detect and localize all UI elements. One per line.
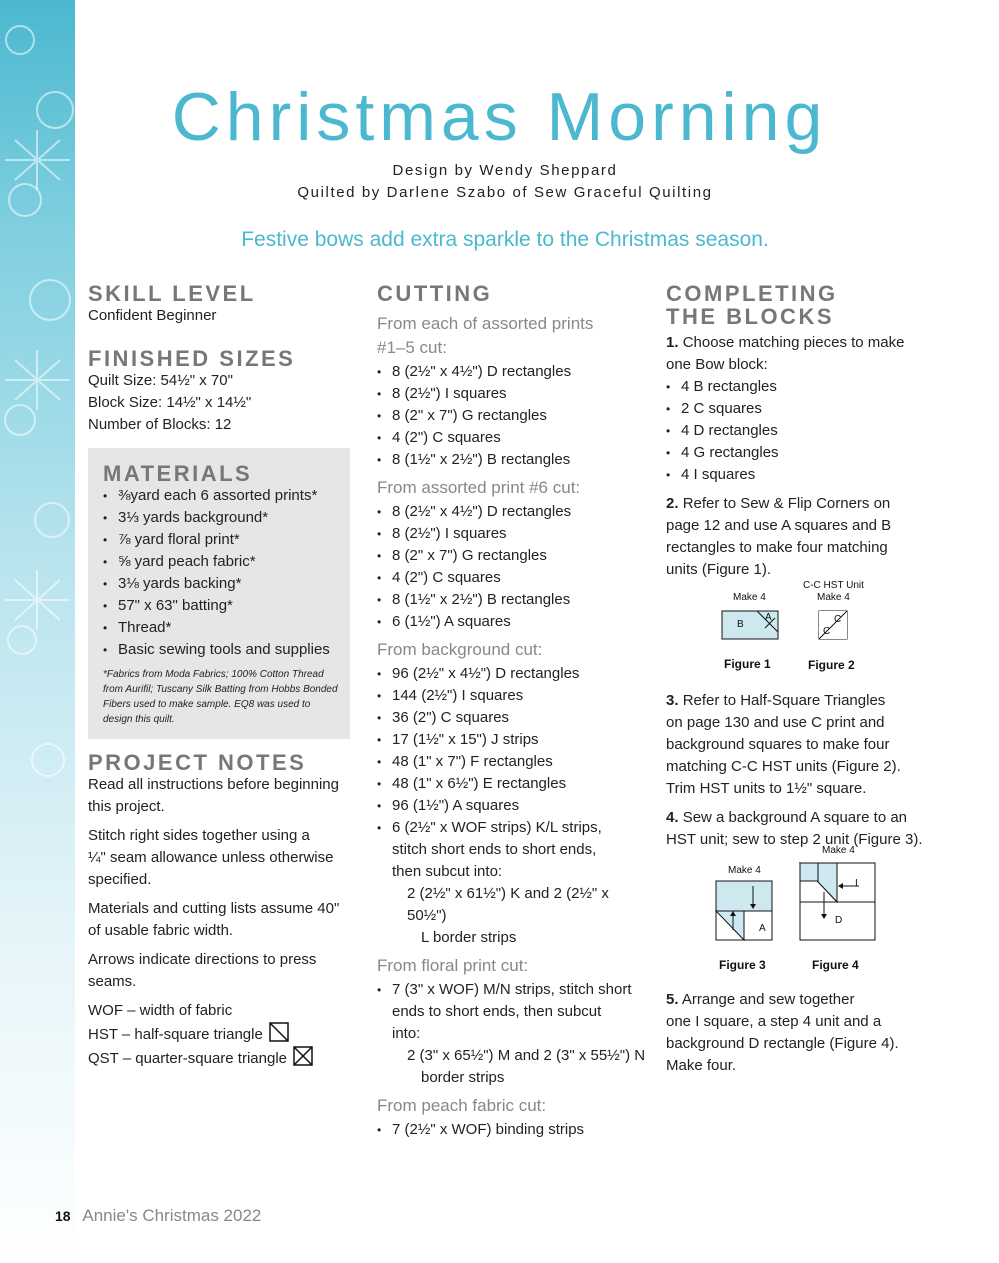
step-text: Arrange and sew together (681, 991, 855, 1008)
left-column (88, 282, 350, 1070)
list-item: • 8 (2" x 7") G rectangles (377, 545, 647, 567)
list-item: • 4 (2") C squares (377, 427, 647, 449)
step-number: 3. (666, 692, 679, 709)
tagline: Festive bows add extra sparkle to the Christmas season. (241, 228, 769, 251)
skill-level-value: Confident Beginner (88, 307, 217, 324)
list-item: • 36 (2") C squares (377, 707, 647, 729)
note-line: this project. (88, 798, 165, 815)
materials-box (88, 448, 350, 739)
materials-footnote: *Fabrics from Moda Fabrics; 100% Cotton Thread from Aurifil; Tuscany Silk Batting from Hobbs Bonded Fibers used to make sample. EQ8 was used to design this quilt. (103, 669, 338, 725)
step-2 (666, 493, 936, 515)
list-item: • ⅝ yard peach fabric* (103, 551, 338, 573)
figure-3-make-label: Make 4 (728, 865, 761, 876)
wof-definition: WOF – width of fabric (88, 1002, 233, 1019)
step-text: Choose matching pieces to make (682, 334, 905, 351)
page-footer (55, 1206, 261, 1226)
block-pieces-list (666, 376, 936, 486)
cutting-list-prints (377, 361, 647, 471)
page-number: 18 (55, 1208, 71, 1224)
list-item: • 57" x 63" batting* (103, 595, 338, 617)
figure-2-caption: Figure 2 (808, 658, 855, 672)
note-line: seams. (88, 973, 137, 990)
cutting-list-floral (377, 979, 647, 1001)
list-item: • 3⅓ yards background* (103, 507, 338, 529)
step-text: Refer to Half-Square Triangles (682, 692, 886, 709)
cutting-group-title-cont: #1–5 cut: (377, 338, 447, 357)
step-3 (666, 690, 936, 712)
step-text: page 12 and use A squares and B (666, 517, 892, 534)
list-item: • ⅞ yard floral print* (103, 529, 338, 551)
instructions-column (666, 282, 936, 1077)
step-text: on page 130 and use C print and (666, 714, 885, 731)
block-size: Block Size: 14½" x 14½" (88, 394, 252, 411)
cutting-heading: CUTTING (377, 281, 493, 306)
list-item: • 8 (2½") I squares (377, 383, 647, 405)
list-item: • 4 D rectangles (666, 420, 936, 442)
qst-definition: QST – quarter-square triangle (88, 1050, 287, 1067)
list-item: • ⅜yard each 6 assorted prints* (103, 485, 338, 507)
cutting-group-title: From floral print cut: (377, 956, 529, 975)
quilt-credit: Quilted by Darlene Szabo of Sew Graceful Quilting (297, 184, 713, 201)
list-item: • 144 (2½") I squares (377, 685, 647, 707)
cutting-column (377, 282, 647, 1141)
step-text: one Bow block: (666, 356, 768, 373)
step-5 (666, 989, 936, 1011)
subcut-line: border strips (421, 1069, 505, 1086)
figure-4-label-i: I (855, 878, 858, 889)
hst-definition: HST – half-square triangle (88, 1026, 263, 1043)
list-item: • 3⅛ yards backing* (103, 573, 338, 595)
step-text: Refer to Sew & Flip Corners on (682, 495, 891, 512)
step-number: 4. (666, 809, 679, 826)
list-item: • 2 C squares (666, 398, 936, 420)
step-text: Make four. (666, 1057, 737, 1074)
list-item: • 96 (1½") A squares (377, 795, 647, 817)
figure-3-diagram (715, 880, 775, 942)
list-item: • 4 B rectangles (666, 376, 936, 398)
completing-heading-cont: THE BLOCKS (666, 304, 834, 329)
page-title: Christmas Morning (171, 79, 828, 155)
step-text: HST unit; sew to step 2 unit (Figure 3). (666, 831, 923, 848)
cutting-group-title: From peach fabric cut: (377, 1096, 547, 1115)
figures-1-2-spacer (666, 581, 936, 690)
figure-2-label-c-bottom: C (823, 626, 831, 637)
list-item: • 8 (2½" x 4½") D rectangles (377, 361, 647, 383)
quilt-size: Quilt Size: 54½" x 70" (88, 372, 233, 389)
figure-4-caption: Figure 4 (812, 958, 859, 972)
list-item: • 8 (2½" x 4½") D rectangles (377, 501, 647, 523)
qst-definition-row (88, 1046, 350, 1070)
subcut-line: 2 (3" x 65½") M and 2 (3" x 55½") N (407, 1047, 646, 1064)
list-item: • 8 (2½") I squares (377, 523, 647, 545)
list-item: • Thread* (103, 617, 338, 639)
list-item: • 6 (1½") A squares (377, 611, 647, 633)
list-item: • 8 (1½" x 2½") B rectangles (377, 449, 647, 471)
qst-icon (293, 1046, 313, 1066)
hst-definition-row (88, 1022, 350, 1046)
magazine-title: Annie's Christmas 2022 (82, 1206, 262, 1225)
list-item-cont: into: (392, 1025, 421, 1042)
step-number: 1. (666, 334, 679, 351)
list-item: • 8 (1½" x 2½") B rectangles (377, 589, 647, 611)
step-text: matching C-C HST units (Figure 2). (666, 758, 901, 775)
list-item-cont: ends to short ends, then subcut (392, 1003, 602, 1020)
materials-heading: MATERIALS (103, 461, 253, 486)
step-1 (666, 332, 936, 354)
figure-2-title: C-C HST Unit (803, 580, 864, 591)
cutting-group-title: From background cut: (377, 640, 543, 659)
note-line: Read all instructions before beginning (88, 776, 339, 793)
hst-icon (269, 1022, 289, 1042)
figure-4-diagram (799, 862, 877, 942)
step-4 (666, 807, 936, 829)
figure-1-make-label: Make 4 (733, 592, 766, 603)
list-item: • Basic sewing tools and supplies (103, 639, 338, 661)
list-item: • 4 G rectangles (666, 442, 936, 464)
step-text: one I square, a step 4 unit and a (666, 1013, 882, 1030)
figure-3-label-a: A (759, 923, 766, 934)
note-line: ¼" seam allowance unless otherwise (88, 849, 334, 866)
step-text: units (Figure 1). (666, 561, 772, 578)
list-item: • 6 (2½" x WOF strips) K/L strips, (377, 817, 647, 839)
step-text: background D rectangle (Figure 4). (666, 1035, 899, 1052)
list-item-cont: then subcut into: (392, 863, 503, 880)
step-text: background squares to make four (666, 736, 890, 753)
note-line: of usable fabric width. (88, 922, 234, 939)
step-text: Trim HST units to 1½" square. (666, 780, 867, 797)
figure-1-label-a: A (765, 612, 772, 623)
note-line: Arrows indicate directions to press (88, 951, 317, 968)
project-notes-heading: PROJECT NOTES (88, 750, 307, 775)
list-item: • 48 (1" x 7") F rectangles (377, 751, 647, 773)
figure-4-make-label: Make 4 (822, 845, 855, 856)
step-number: 5. (666, 991, 679, 1008)
design-credit: Design by Wendy Sheppard (392, 162, 618, 179)
figure-1-label-b: B (737, 619, 744, 630)
list-item: • 4 I squares (666, 464, 936, 486)
subcut-line: L border strips (421, 929, 517, 946)
note-line: Stitch right sides together using a (88, 827, 310, 844)
step-number: 2. (666, 495, 679, 512)
subcut-line: 2 (2½" x 61½") K and 2 (2½" x 50½") (407, 885, 609, 924)
list-item: • 4 (2") C squares (377, 567, 647, 589)
cutting-list-background (377, 663, 647, 839)
cutting-group-title: From assorted print #6 cut: (377, 478, 581, 497)
figure-2-label-c-top: C (834, 614, 842, 625)
figure-3-caption: Figure 3 (719, 958, 766, 972)
cutting-list-peach (377, 1119, 647, 1141)
number-of-blocks: Number of Blocks: 12 (88, 416, 232, 433)
skill-level-heading: SKILL LEVEL (88, 281, 256, 306)
figure-1-caption: Figure 1 (724, 657, 771, 671)
step-text: Sew a background A square to an (682, 809, 908, 826)
step-text: rectangles to make four matching (666, 539, 888, 556)
list-item: • 7 (2½" x WOF) binding strips (377, 1119, 647, 1141)
list-item: • 96 (2½" x 4½") D rectangles (377, 663, 647, 685)
cutting-group-title: From each of assorted prints (377, 314, 594, 333)
figure-2-make-label: Make 4 (817, 592, 850, 603)
note-line: Materials and cutting lists assume 40" (88, 900, 340, 917)
list-item: • 48 (1" x 6½") E rectangles (377, 773, 647, 795)
figure-4-label-d: D (835, 915, 843, 926)
list-item: • 8 (2" x 7") G rectangles (377, 405, 647, 427)
list-item: • 17 (1½" x 15") J strips (377, 729, 647, 751)
finished-sizes-heading: FINISHED SIZES (88, 346, 296, 371)
note-line: specified. (88, 871, 152, 888)
list-item-cont: stitch short ends to short ends, (392, 841, 597, 858)
completing-heading: COMPLETING (666, 281, 838, 306)
materials-list (103, 485, 338, 661)
cutting-list-print6 (377, 501, 647, 633)
list-item: • 7 (3" x WOF) M/N strips, stitch short (377, 979, 647, 1001)
